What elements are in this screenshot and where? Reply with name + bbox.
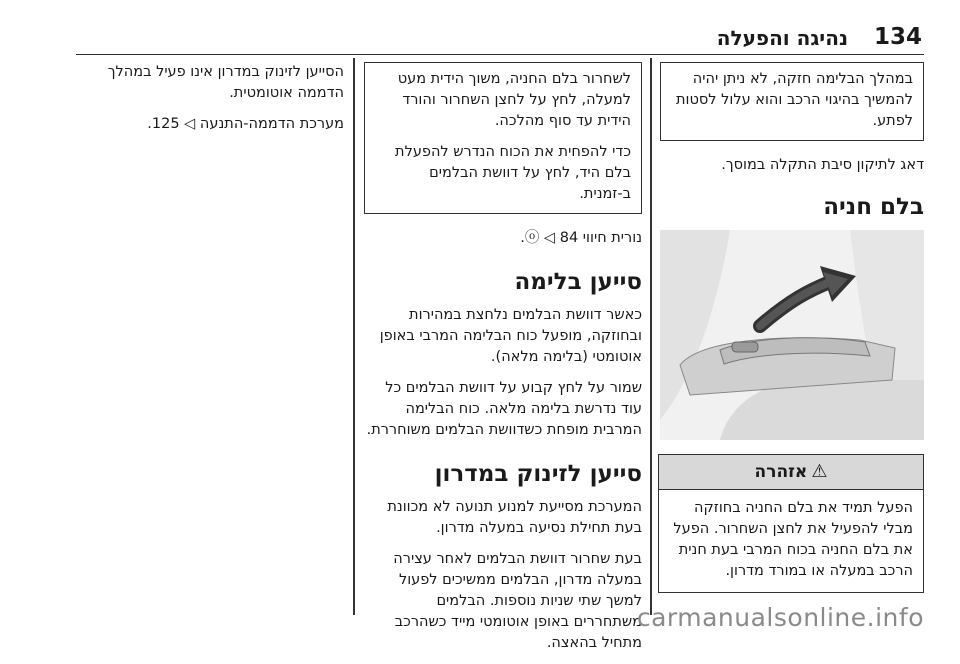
paragraph: שמור על לחץ קבוע על דוושת הבלמים כל עוד נדרשת בלימה מלאה. כוח הבלימה המרבית מופחת כשדוושת הבלמים משוחררת. (366, 380, 642, 438)
warning-header (659, 455, 923, 490)
section-title-brake-assist: סייען בלימה (514, 269, 642, 295)
parking-brake-photo (660, 230, 924, 440)
note-box-paragraph-1: לשחרור בלם החניה, משוך הידית מעט למעלה, לחץ על לחצן השחרור והורד הידית עד סוף מהלכה. (397, 71, 631, 129)
chapter-title: נהיגה והפעלה (716, 26, 848, 50)
parking-brake-illustration (660, 230, 924, 440)
column-left (82, 62, 344, 145)
paragraph: דאג לתיקון סיבת התקלה במוסך. (721, 157, 924, 173)
warning-body: הפעל תמיד את בלם החניה בחוזקה מבלי להפעיל את לחצן השחרור. הפעל את בלם החניה בכוח המרבי בעת חנית הרכב במעלה או במורד מדרון. (673, 500, 913, 579)
note-box-paragraph-2: כדי להפחית את הכוח הנדרש להפעלת בלם היד, לחץ על דוושת הבלמים ב-זמנית. (395, 144, 631, 202)
paragraph: המערכת מסייעת למנוע תנועה לא מכוונת בעת תחילת נסיעה במעלה מדרון. (387, 499, 642, 536)
page-number: 134 (873, 24, 922, 50)
column-divider-right (650, 58, 652, 615)
indicator-reference: נורית חיווי ⓞ ◁ 84. (520, 230, 642, 246)
cross-reference-link[interactable]: מערכת הדממה-התנעה ◁ 125. (147, 116, 344, 132)
section-title-parking-brake: בלם חניה (823, 194, 924, 220)
note-box-middle (364, 62, 642, 214)
note-box-text: במהלך הבלימה חזקה, לא ניתן יהיה להמשיך בהיגוי הרכב והוא עלול לסטות לפתע. (676, 71, 913, 129)
watermark: carmanualsonline.info (636, 603, 924, 632)
column-right (660, 62, 924, 593)
warning-box (658, 454, 924, 593)
page-header (76, 24, 924, 55)
paragraph: בעת שחרור דוושת הבלמים לאחר עצירה במעלה מדרון, הבלמים ממשיכים לפעול למשך שתי שניות נוספות. הבלמים משתחררים באופן אוטומטי מייד כשהרכב מתחיל בהאצה. (393, 551, 642, 651)
column-middle (364, 62, 642, 664)
paragraph: כאשר דוושת הבלמים נלחצת במהירות ובחוזקה, מופעל כוח הבלימה המרבי באופן אוטומטי (בלימה מלאה). (379, 307, 642, 365)
column-divider-left (353, 58, 355, 615)
warning-heading: אזהרה (754, 462, 808, 482)
warning-triangle-icon: ⚠ (811, 461, 828, 482)
paragraph: הסייען לזינוק במדרון אינו פעיל במהלך הדממה אוטומטית. (107, 64, 344, 101)
section-title-hill-start-assist: סייען לזינוק במדרון (434, 461, 642, 487)
note-box-right (660, 62, 924, 141)
